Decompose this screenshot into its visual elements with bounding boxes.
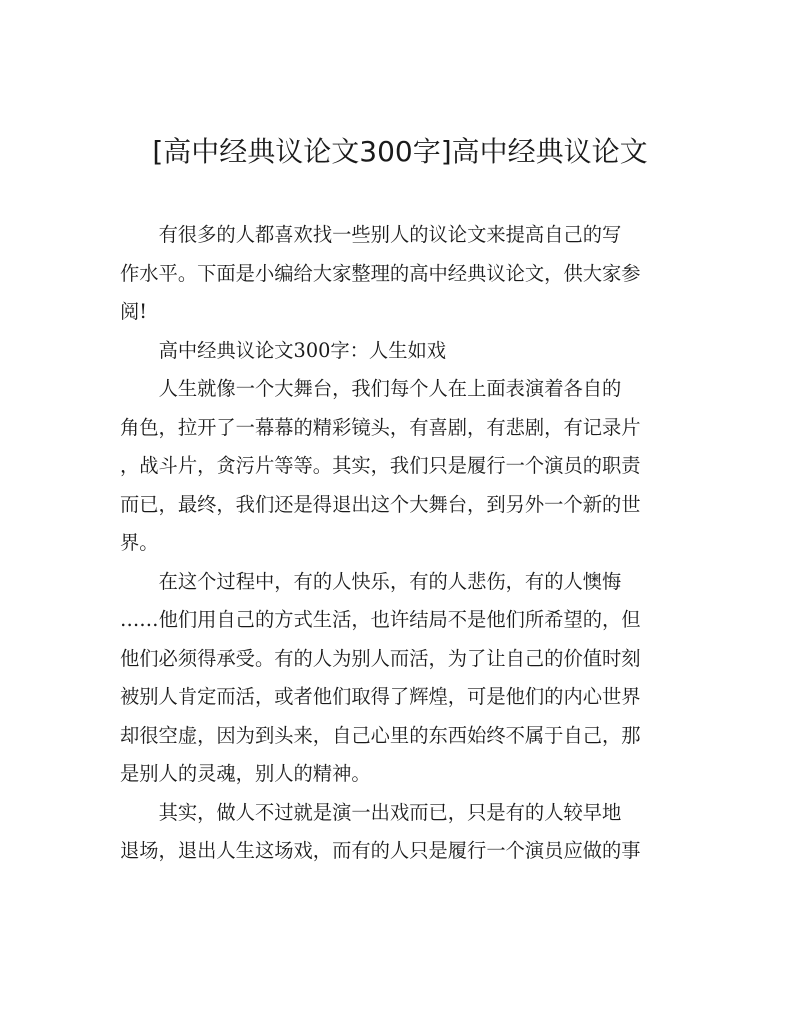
text-line: 他们必须得承受。有的人为别人而活，为了让自己的价值时刻 [120,646,641,670]
paragraph-intro [120,216,680,332]
text-line: 作水平。下面是小编给大家整理的高中经典议论文，供大家参 [120,261,641,285]
text-line: ……他们用自己的方式生活，也许结局不是他们所希望的，但 [120,608,641,631]
text-line: 有很多的人都喜欢找一些别人的议论文来提高自己的写 [158,223,622,246]
document-title: [高中经典议论文300字]高中经典议论文 [152,135,648,168]
text-line: 在这个过程中，有的人快乐，有的人悲伤，有的人懊悔 [158,569,622,593]
text-line: 是别人的灵魂，别人的精神。 [120,762,371,785]
text-line: 而已，最终，我们还是得退出这个大舞台，到另外一个新的世 [120,492,641,516]
text-line: 退场，退出人生这场戏，而有的人只是履行一个演员应做的事 [120,839,641,862]
section-heading-text: 高中经典议论文300字：人生如戏 [158,338,447,362]
paragraph-process [120,563,680,794]
text-line: 被别人肯定而活，或者他们取得了辉煌，可是他们的内心世界 [120,685,641,708]
text-line: 阅! [120,300,148,323]
text-line: ，战斗片，贪污片等等。其实，我们只是履行一个演员的职责 [120,454,641,477]
text-line: 界。 [120,531,159,554]
text-line: 其实，做人不过就是演一出戏而已，只是有的人较早地 [158,800,622,824]
paragraph-stage [120,370,680,563]
paragraph-conclusion [120,794,680,871]
section-heading [120,332,680,371]
text-line: 角色，拉开了一幕幕的精彩镜头，有喜剧，有悲剧，有记录片 [120,415,641,439]
document-body [120,216,680,871]
text-line: 人生就像一个大舞台，我们每个人在上面表演着各自的 [158,377,622,400]
text-line: 却很空虚，因为到头来，自己心里的东西始终不属于自己，那 [120,723,641,747]
